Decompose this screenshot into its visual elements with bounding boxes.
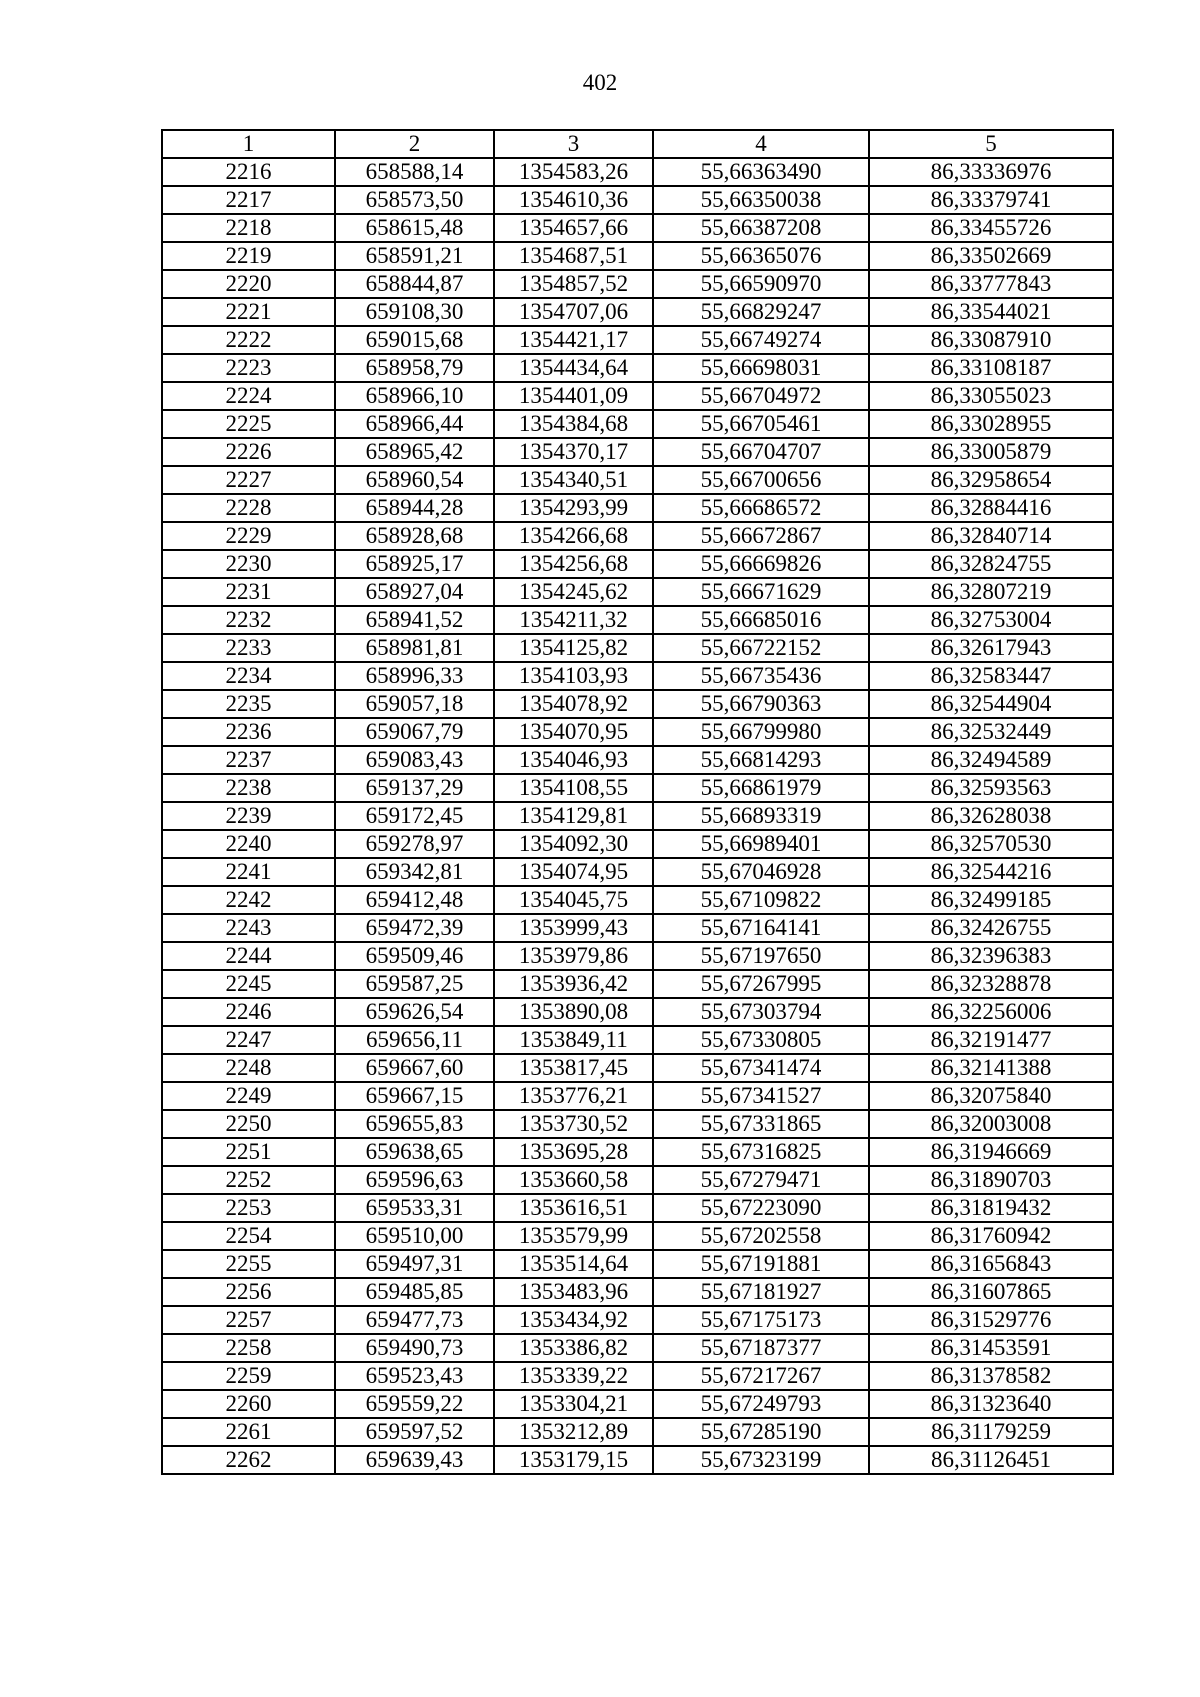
- table-cell-col-5: 86,31819432: [869, 1194, 1113, 1222]
- table-row: [162, 1110, 1113, 1138]
- table-cell-col-5: 86,31126451: [869, 1446, 1113, 1474]
- table-cell-col-2: 659490,73: [335, 1334, 494, 1362]
- table-cell-col-5: 86,33544021: [869, 298, 1113, 326]
- table-cell-col-3: 1354707,06: [494, 298, 653, 326]
- table-cell-col-4: 55,66698031: [653, 354, 869, 382]
- table-cell-col-1: 2246: [162, 998, 335, 1026]
- table-cell-col-3: 1353579,99: [494, 1222, 653, 1250]
- table-row: [162, 158, 1113, 186]
- table-cell-col-2: 658958,79: [335, 354, 494, 382]
- table-cell-col-5: 86,32593563: [869, 774, 1113, 802]
- table-cell-col-1: 2250: [162, 1110, 335, 1138]
- table-cell-col-3: 1354401,09: [494, 382, 653, 410]
- table-row: [162, 1026, 1113, 1054]
- table-cell-col-3: 1354340,51: [494, 466, 653, 494]
- table-cell-col-4: 55,66387208: [653, 214, 869, 242]
- table-cell-col-3: 1353730,52: [494, 1110, 653, 1138]
- table-row: [162, 522, 1113, 550]
- table-cell-col-5: 86,32003008: [869, 1110, 1113, 1138]
- table-cell-col-5: 86,32884416: [869, 494, 1113, 522]
- table-cell-col-3: 1353339,22: [494, 1362, 653, 1390]
- table-cell-col-1: 2239: [162, 802, 335, 830]
- table-cell-col-3: 1354421,17: [494, 326, 653, 354]
- table-cell-col-1: 2242: [162, 886, 335, 914]
- table-cell-col-4: 55,66672867: [653, 522, 869, 550]
- table-cell-col-4: 55,67341474: [653, 1054, 869, 1082]
- table-row: [162, 326, 1113, 354]
- table-cell-col-1: 2238: [162, 774, 335, 802]
- table-cell-col-2: 659596,63: [335, 1166, 494, 1194]
- table-cell-col-3: 1354583,26: [494, 158, 653, 186]
- table-cell-col-2: 659510,00: [335, 1222, 494, 1250]
- table-row: [162, 242, 1113, 270]
- table-row: [162, 1054, 1113, 1082]
- table-cell-col-2: 659655,83: [335, 1110, 494, 1138]
- table-cell-col-3: 1353304,21: [494, 1390, 653, 1418]
- table-cell-col-2: 659278,97: [335, 830, 494, 858]
- table-cell-col-5: 86,32191477: [869, 1026, 1113, 1054]
- table-cell-col-1: 2222: [162, 326, 335, 354]
- table-cell-col-4: 55,67285190: [653, 1418, 869, 1446]
- table-cell-col-3: 1354266,68: [494, 522, 653, 550]
- table-cell-col-2: 658965,42: [335, 438, 494, 466]
- table-cell-col-4: 55,67341527: [653, 1082, 869, 1110]
- table-cell-col-1: 2234: [162, 662, 335, 690]
- table-cell-col-4: 55,67164141: [653, 914, 869, 942]
- table-cell-col-5: 86,33777843: [869, 270, 1113, 298]
- table-row: [162, 1082, 1113, 1110]
- table-row: [162, 858, 1113, 886]
- table-cell-col-2: 659412,48: [335, 886, 494, 914]
- table-cell-col-3: 1353890,08: [494, 998, 653, 1026]
- table-cell-col-2: 658996,33: [335, 662, 494, 690]
- table-cell-col-2: 659067,79: [335, 718, 494, 746]
- table-header: [162, 130, 1113, 158]
- table-row: [162, 270, 1113, 298]
- table-row: [162, 1362, 1113, 1390]
- table-cell-col-3: 1353695,28: [494, 1138, 653, 1166]
- table-cell-col-4: 55,66363490: [653, 158, 869, 186]
- table-cell-col-2: 659472,39: [335, 914, 494, 942]
- table-cell-col-3: 1354092,30: [494, 830, 653, 858]
- table-cell-col-3: 1353936,42: [494, 970, 653, 998]
- table-cell-col-1: 2233: [162, 634, 335, 662]
- table-cell-col-5: 86,32494589: [869, 746, 1113, 774]
- table-cell-col-5: 86,31453591: [869, 1334, 1113, 1362]
- table-cell-col-5: 86,33055023: [869, 382, 1113, 410]
- table-row: [162, 1194, 1113, 1222]
- table-cell-col-3: 1353483,96: [494, 1278, 653, 1306]
- table-cell-col-4: 55,66671629: [653, 578, 869, 606]
- table-cell-col-4: 55,67191881: [653, 1250, 869, 1278]
- table-cell-col-5: 86,31890703: [869, 1166, 1113, 1194]
- table-cell-col-5: 86,32532449: [869, 718, 1113, 746]
- table-row: [162, 354, 1113, 382]
- table-row: [162, 1446, 1113, 1474]
- table-cell-col-5: 86,32583447: [869, 662, 1113, 690]
- table-cell-col-4: 55,66989401: [653, 830, 869, 858]
- table-cell-col-2: 659656,11: [335, 1026, 494, 1054]
- table-cell-col-1: 2228: [162, 494, 335, 522]
- table-cell-col-1: 2258: [162, 1334, 335, 1362]
- table-row: [162, 830, 1113, 858]
- table-cell-col-2: 658941,52: [335, 606, 494, 634]
- table-row: [162, 774, 1113, 802]
- table-row: [162, 718, 1113, 746]
- table-cell-col-2: 658844,87: [335, 270, 494, 298]
- table-cell-col-4: 55,66685016: [653, 606, 869, 634]
- table-cell-col-2: 658966,44: [335, 410, 494, 438]
- table-cell-col-4: 55,67046928: [653, 858, 869, 886]
- table-cell-col-3: 1353212,89: [494, 1418, 653, 1446]
- table-row: [162, 1166, 1113, 1194]
- column-header-5: 5: [869, 130, 1113, 158]
- table-cell-col-4: 55,66799980: [653, 718, 869, 746]
- table-row: [162, 214, 1113, 242]
- table-cell-col-2: 658588,14: [335, 158, 494, 186]
- table-cell-col-3: 1354046,93: [494, 746, 653, 774]
- table-cell-col-5: 86,32544216: [869, 858, 1113, 886]
- table-cell-col-3: 1353386,82: [494, 1334, 653, 1362]
- column-header-4: 4: [653, 130, 869, 158]
- table-cell-col-4: 55,66704972: [653, 382, 869, 410]
- table-row: [162, 186, 1113, 214]
- table-cell-col-4: 55,67202558: [653, 1222, 869, 1250]
- table-cell-col-5: 86,32753004: [869, 606, 1113, 634]
- table-cell-col-1: 2240: [162, 830, 335, 858]
- table-row: [162, 1418, 1113, 1446]
- table-cell-col-1: 2248: [162, 1054, 335, 1082]
- table-row: [162, 1222, 1113, 1250]
- table-cell-col-1: 2262: [162, 1446, 335, 1474]
- table-row: [162, 1278, 1113, 1306]
- table-cell-col-3: 1353999,43: [494, 914, 653, 942]
- table-cell-col-3: 1354857,52: [494, 270, 653, 298]
- table-cell-col-3: 1353179,15: [494, 1446, 653, 1474]
- table-cell-col-2: 658928,68: [335, 522, 494, 550]
- table-cell-col-3: 1354245,62: [494, 578, 653, 606]
- table-cell-col-2: 659015,68: [335, 326, 494, 354]
- table-row: [162, 998, 1113, 1026]
- table-cell-col-5: 86,33336976: [869, 158, 1113, 186]
- column-header-3: 3: [494, 130, 653, 158]
- table-cell-col-5: 86,31656843: [869, 1250, 1113, 1278]
- table-row: [162, 494, 1113, 522]
- table-cell-col-1: 2227: [162, 466, 335, 494]
- table-cell-col-2: 659497,31: [335, 1250, 494, 1278]
- column-header-1: 1: [162, 130, 335, 158]
- table-cell-col-3: 1354078,92: [494, 690, 653, 718]
- table-cell-col-5: 86,31607865: [869, 1278, 1113, 1306]
- table-cell-col-1: 2255: [162, 1250, 335, 1278]
- table-cell-col-3: 1354293,99: [494, 494, 653, 522]
- table-body: [162, 158, 1113, 1474]
- table-cell-col-5: 86,32328878: [869, 970, 1113, 998]
- table-cell-col-1: 2235: [162, 690, 335, 718]
- table-cell-col-1: 2237: [162, 746, 335, 774]
- table-cell-col-2: 658960,54: [335, 466, 494, 494]
- table-row: [162, 466, 1113, 494]
- table-cell-col-1: 2260: [162, 1390, 335, 1418]
- table-cell-col-1: 2219: [162, 242, 335, 270]
- table-cell-col-4: 55,67267995: [653, 970, 869, 998]
- table-cell-col-2: 658591,21: [335, 242, 494, 270]
- table-cell-col-2: 659057,18: [335, 690, 494, 718]
- table-cell-col-4: 55,67175173: [653, 1306, 869, 1334]
- table-cell-col-2: 659587,25: [335, 970, 494, 998]
- table-cell-col-3: 1354384,68: [494, 410, 653, 438]
- table-cell-col-4: 55,66790363: [653, 690, 869, 718]
- table-row: [162, 746, 1113, 774]
- table-cell-col-2: 659523,43: [335, 1362, 494, 1390]
- table-cell-col-3: 1354108,55: [494, 774, 653, 802]
- table-cell-col-1: 2236: [162, 718, 335, 746]
- table-cell-col-3: 1354125,82: [494, 634, 653, 662]
- table-row: [162, 886, 1113, 914]
- table-cell-col-1: 2243: [162, 914, 335, 942]
- table-cell-col-2: 658925,17: [335, 550, 494, 578]
- table-cell-col-4: 55,66861979: [653, 774, 869, 802]
- table-row: [162, 1390, 1113, 1418]
- table-cell-col-1: 2224: [162, 382, 335, 410]
- table-cell-col-3: 1353849,11: [494, 1026, 653, 1054]
- table-cell-col-4: 55,66350038: [653, 186, 869, 214]
- table-cell-col-1: 2249: [162, 1082, 335, 1110]
- table-row: [162, 1138, 1113, 1166]
- table-cell-col-1: 2256: [162, 1278, 335, 1306]
- table-row: [162, 438, 1113, 466]
- table-cell-col-3: 1353979,86: [494, 942, 653, 970]
- table-cell-col-5: 86,31946669: [869, 1138, 1113, 1166]
- table-cell-col-1: 2244: [162, 942, 335, 970]
- table-cell-col-1: 2257: [162, 1306, 335, 1334]
- table-row: [162, 634, 1113, 662]
- table-cell-col-2: 659477,73: [335, 1306, 494, 1334]
- table-cell-col-3: 1353434,92: [494, 1306, 653, 1334]
- table-cell-col-2: 659108,30: [335, 298, 494, 326]
- table-cell-col-4: 55,67279471: [653, 1166, 869, 1194]
- table-cell-col-2: 658966,10: [335, 382, 494, 410]
- table-cell-col-2: 659559,22: [335, 1390, 494, 1418]
- table-cell-col-2: 659172,45: [335, 802, 494, 830]
- table-cell-col-3: 1353817,45: [494, 1054, 653, 1082]
- table-cell-col-4: 55,67316825: [653, 1138, 869, 1166]
- table-row: [162, 690, 1113, 718]
- table-cell-col-1: 2221: [162, 298, 335, 326]
- table-cell-col-5: 86,31179259: [869, 1418, 1113, 1446]
- table-cell-col-3: 1354434,64: [494, 354, 653, 382]
- table-cell-col-3: 1354657,66: [494, 214, 653, 242]
- table-cell-col-2: 659626,54: [335, 998, 494, 1026]
- table-cell-col-2: 658615,48: [335, 214, 494, 242]
- table-cell-col-5: 86,32141388: [869, 1054, 1113, 1082]
- table-cell-col-5: 86,31529776: [869, 1306, 1113, 1334]
- table-cell-col-1: 2218: [162, 214, 335, 242]
- table-cell-col-4: 55,66749274: [653, 326, 869, 354]
- table-cell-col-1: 2220: [162, 270, 335, 298]
- table-cell-col-5: 86,33455726: [869, 214, 1113, 242]
- table-cell-col-3: 1354687,51: [494, 242, 653, 270]
- table-cell-col-5: 86,32499185: [869, 886, 1113, 914]
- table-cell-col-2: 659533,31: [335, 1194, 494, 1222]
- table-cell-col-2: 658944,28: [335, 494, 494, 522]
- table-cell-col-2: 659342,81: [335, 858, 494, 886]
- table-cell-col-3: 1354070,95: [494, 718, 653, 746]
- table-cell-col-5: 86,31378582: [869, 1362, 1113, 1390]
- table-cell-col-4: 55,66590970: [653, 270, 869, 298]
- table-cell-col-3: 1354129,81: [494, 802, 653, 830]
- table-cell-col-3: 1354103,93: [494, 662, 653, 690]
- table-cell-col-5: 86,33379741: [869, 186, 1113, 214]
- table-cell-col-3: 1354074,95: [494, 858, 653, 886]
- table-cell-col-1: 2229: [162, 522, 335, 550]
- table-cell-col-5: 86,33005879: [869, 438, 1113, 466]
- table-cell-col-4: 55,66829247: [653, 298, 869, 326]
- table-cell-col-1: 2259: [162, 1362, 335, 1390]
- table-row: [162, 1250, 1113, 1278]
- table-cell-col-4: 55,66814293: [653, 746, 869, 774]
- table-row: [162, 662, 1113, 690]
- table-cell-col-4: 55,66686572: [653, 494, 869, 522]
- table-cell-col-1: 2241: [162, 858, 335, 886]
- table-row: [162, 942, 1113, 970]
- table-cell-col-1: 2230: [162, 550, 335, 578]
- table-cell-col-1: 2231: [162, 578, 335, 606]
- table-cell-col-2: 659509,46: [335, 942, 494, 970]
- table-cell-col-5: 86,32840714: [869, 522, 1113, 550]
- table-cell-col-5: 86,32807219: [869, 578, 1113, 606]
- table-cell-col-1: 2223: [162, 354, 335, 382]
- table-cell-col-3: 1354045,75: [494, 886, 653, 914]
- table-cell-col-1: 2232: [162, 606, 335, 634]
- table-cell-col-5: 86,33108187: [869, 354, 1113, 382]
- coordinates-table: [161, 129, 1114, 1475]
- table-cell-col-2: 659639,43: [335, 1446, 494, 1474]
- table-cell-col-2: 658573,50: [335, 186, 494, 214]
- table-cell-col-3: 1354370,17: [494, 438, 653, 466]
- table-row: [162, 970, 1113, 998]
- table-cell-col-5: 86,32958654: [869, 466, 1113, 494]
- table-cell-col-5: 86,32396383: [869, 942, 1113, 970]
- table-cell-col-5: 86,32570530: [869, 830, 1113, 858]
- table-cell-col-4: 55,67109822: [653, 886, 869, 914]
- table-cell-col-5: 86,31760942: [869, 1222, 1113, 1250]
- table-cell-col-2: 658981,81: [335, 634, 494, 662]
- table-cell-col-4: 55,66722152: [653, 634, 869, 662]
- table-cell-col-2: 659667,15: [335, 1082, 494, 1110]
- table-cell-col-5: 86,32426755: [869, 914, 1113, 942]
- table-cell-col-5: 86,31323640: [869, 1390, 1113, 1418]
- table-row: [162, 578, 1113, 606]
- table-cell-col-4: 55,67197650: [653, 942, 869, 970]
- table-row: [162, 410, 1113, 438]
- table-cell-col-5: 86,32617943: [869, 634, 1113, 662]
- table-cell-col-5: 86,32256006: [869, 998, 1113, 1026]
- table-cell-col-5: 86,33502669: [869, 242, 1113, 270]
- table-cell-col-1: 2253: [162, 1194, 335, 1222]
- table-cell-col-2: 659638,65: [335, 1138, 494, 1166]
- table-cell-col-3: 1353514,64: [494, 1250, 653, 1278]
- table-row: [162, 606, 1113, 634]
- table-cell-col-5: 86,33028955: [869, 410, 1113, 438]
- table-row: [162, 802, 1113, 830]
- table-cell-col-4: 55,67303794: [653, 998, 869, 1026]
- page-number: 402: [582, 70, 618, 95]
- table-cell-col-4: 55,67223090: [653, 1194, 869, 1222]
- table-cell-col-4: 55,67217267: [653, 1362, 869, 1390]
- table-cell-col-2: 659485,85: [335, 1278, 494, 1306]
- table-cell-col-3: 1353660,58: [494, 1166, 653, 1194]
- table-cell-col-5: 86,32544904: [869, 690, 1113, 718]
- table-cell-col-3: 1353616,51: [494, 1194, 653, 1222]
- table-row: [162, 1306, 1113, 1334]
- table-cell-col-1: 2217: [162, 186, 335, 214]
- table-cell-col-2: 659597,52: [335, 1418, 494, 1446]
- table-cell-col-4: 55,67187377: [653, 1334, 869, 1362]
- table-cell-col-4: 55,67330805: [653, 1026, 869, 1054]
- table-cell-col-4: 55,66704707: [653, 438, 869, 466]
- table-cell-col-4: 55,67323199: [653, 1446, 869, 1474]
- table-cell-col-4: 55,66735436: [653, 662, 869, 690]
- column-header-2: 2: [335, 130, 494, 158]
- table-cell-col-5: 86,32628038: [869, 802, 1113, 830]
- header-row: [162, 130, 1113, 158]
- table-cell-col-3: 1353776,21: [494, 1082, 653, 1110]
- table-cell-col-1: 2254: [162, 1222, 335, 1250]
- table-cell-col-5: 86,32824755: [869, 550, 1113, 578]
- table-cell-col-1: 2245: [162, 970, 335, 998]
- table-cell-col-1: 2225: [162, 410, 335, 438]
- table-cell-col-3: 1354211,32: [494, 606, 653, 634]
- table-cell-col-5: 86,32075840: [869, 1082, 1113, 1110]
- table-row: [162, 382, 1113, 410]
- table-cell-col-1: 2247: [162, 1026, 335, 1054]
- table-cell-col-2: 659137,29: [335, 774, 494, 802]
- table-cell-col-1: 2216: [162, 158, 335, 186]
- table-cell-col-5: 86,33087910: [869, 326, 1113, 354]
- table-cell-col-4: 55,67331865: [653, 1110, 869, 1138]
- table-row: [162, 1334, 1113, 1362]
- table-cell-col-2: 658927,04: [335, 578, 494, 606]
- table-row: [162, 914, 1113, 942]
- table-cell-col-4: 55,66365076: [653, 242, 869, 270]
- table-cell-col-3: 1354256,68: [494, 550, 653, 578]
- table-cell-col-1: 2261: [162, 1418, 335, 1446]
- table-cell-col-4: 55,67249793: [653, 1390, 869, 1418]
- table-row: [162, 550, 1113, 578]
- table-cell-col-4: 55,66700656: [653, 466, 869, 494]
- table-cell-col-2: 659083,43: [335, 746, 494, 774]
- table-cell-col-1: 2251: [162, 1138, 335, 1166]
- table-cell-col-4: 55,66705461: [653, 410, 869, 438]
- table-cell-col-4: 55,66893319: [653, 802, 869, 830]
- table-cell-col-2: 659667,60: [335, 1054, 494, 1082]
- table-cell-col-4: 55,66669826: [653, 550, 869, 578]
- table-cell-col-3: 1354610,36: [494, 186, 653, 214]
- table-cell-col-1: 2226: [162, 438, 335, 466]
- table-cell-col-4: 55,67181927: [653, 1278, 869, 1306]
- table-row: [162, 298, 1113, 326]
- table-cell-col-1: 2252: [162, 1166, 335, 1194]
